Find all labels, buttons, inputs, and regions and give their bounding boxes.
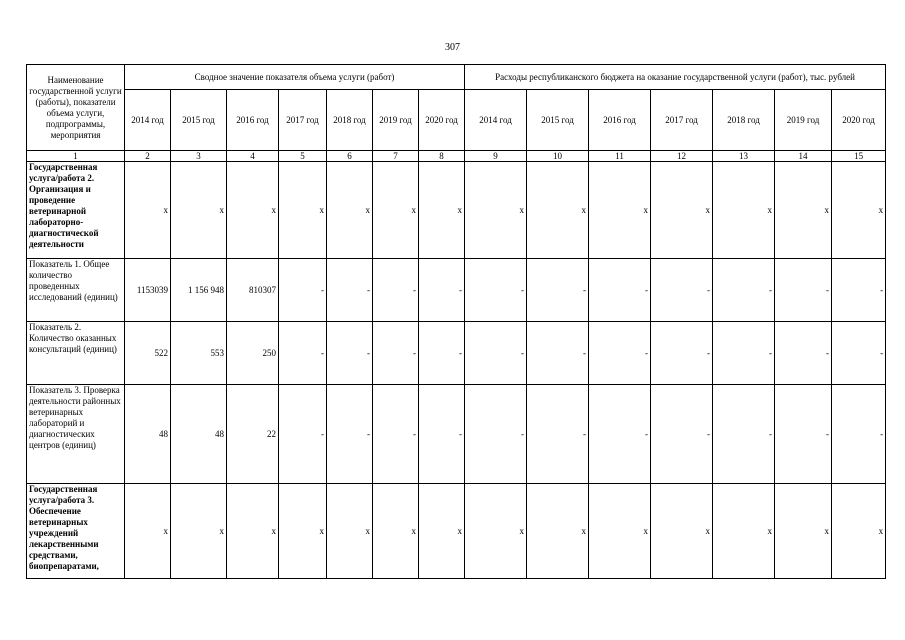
table-cell: - [713, 385, 775, 484]
table-cell: x [279, 484, 327, 579]
table-cell: x [527, 484, 589, 579]
column-number: 10 [527, 151, 589, 162]
year-header: 2015 год [527, 90, 589, 151]
table-cell: x [832, 162, 886, 259]
year-header: 2014 год [465, 90, 527, 151]
table-cell: - [373, 322, 419, 385]
table-cell: x [775, 162, 832, 259]
year-header: 2014 год [125, 90, 171, 151]
year-header: 2015 год [171, 90, 227, 151]
table-cell: 22 [227, 385, 279, 484]
row-name: Показатель 1. Общее количество проведенных исследований (единиц) [27, 259, 125, 322]
table-cell: x [713, 484, 775, 579]
column-number: 9 [465, 151, 527, 162]
table-cell: - [465, 259, 527, 322]
year-header: 2018 год [327, 90, 373, 151]
table-cell: - [279, 322, 327, 385]
table-cell: - [527, 322, 589, 385]
table-cell: x [419, 484, 465, 579]
column-number-row [27, 151, 886, 162]
table-cell: x [171, 484, 227, 579]
column-number: 7 [373, 151, 419, 162]
table-row [27, 259, 886, 322]
table-cell: x [327, 162, 373, 259]
table-cell: x [589, 162, 651, 259]
table-cell: x [465, 484, 527, 579]
table-cell: - [327, 259, 373, 322]
column-number: 2 [125, 151, 171, 162]
table-cell: - [465, 322, 527, 385]
table-cell: - [832, 322, 886, 385]
column-number: 11 [589, 151, 651, 162]
table-cell: x [419, 162, 465, 259]
table-cell: - [589, 385, 651, 484]
table-cell: - [419, 385, 465, 484]
table-cell: x [775, 484, 832, 579]
table-cell: x [465, 162, 527, 259]
table-cell: 1153039 [125, 259, 171, 322]
table-cell: 48 [171, 385, 227, 484]
services-table [26, 64, 886, 579]
column-number: 8 [419, 151, 465, 162]
table-cell: - [775, 322, 832, 385]
table-row [27, 484, 886, 579]
table-cell: - [373, 259, 419, 322]
page-number: 307 [445, 42, 460, 53]
row-name: Государственная услуга/работа 2. Организация и проведение ветеринарной лабораторно-диагностической деятельности [27, 162, 125, 259]
table-cell: - [327, 385, 373, 484]
column-number: 5 [279, 151, 327, 162]
table-cell: - [373, 385, 419, 484]
year-header: 2019 год [775, 90, 832, 151]
year-header: 2020 год [419, 90, 465, 151]
header-budget-group: Расходы республиканского бюджета на оказание государственной услуги (работ), тыс. рублей [465, 65, 886, 90]
table-cell: - [527, 259, 589, 322]
column-number: 12 [651, 151, 713, 162]
header-name-column: Наименование государственной услуги (работы), показатели объема услуги, подпрограммы, мероприятия [27, 65, 125, 151]
table-cell: - [775, 259, 832, 322]
year-header: 2020 год [832, 90, 886, 151]
table-cell: x [832, 484, 886, 579]
table-cell: x [171, 162, 227, 259]
column-number: 4 [227, 151, 279, 162]
table-cell: - [279, 259, 327, 322]
year-header: 2016 год [227, 90, 279, 151]
table-row [27, 385, 886, 484]
table-cell: - [832, 385, 886, 484]
table-cell: - [419, 259, 465, 322]
table-cell: - [589, 322, 651, 385]
table-cell: x [651, 484, 713, 579]
year-header: 2016 год [589, 90, 651, 151]
table-cell: x [125, 162, 171, 259]
table-cell: x [227, 162, 279, 259]
table-cell: - [327, 322, 373, 385]
table-cell: x [527, 162, 589, 259]
table-cell: x [279, 162, 327, 259]
table-cell: x [227, 484, 279, 579]
row-name: Показатель 3. Проверка деятельности районных ветеринарных лабораторий и диагностических центров (единиц) [27, 385, 125, 484]
table-cell: x [651, 162, 713, 259]
table-cell: - [651, 322, 713, 385]
row-name: Государственная услуга/работа 3. Обеспечение ветеринарных учреждений лекарственными средствами, биопрепаратами, [27, 484, 125, 579]
table-cell: - [419, 322, 465, 385]
table-cell: - [527, 385, 589, 484]
header-row [27, 65, 886, 90]
table-cell: 522 [125, 322, 171, 385]
column-number: 13 [713, 151, 775, 162]
table-cell: - [713, 259, 775, 322]
table-cell: x [589, 484, 651, 579]
table-cell: - [651, 259, 713, 322]
table-cell: - [832, 259, 886, 322]
table-cell: 553 [171, 322, 227, 385]
table-cell: - [713, 322, 775, 385]
table-row [27, 322, 886, 385]
table-cell: - [589, 259, 651, 322]
header-volume-group: Сводное значение показателя объема услуги (работ) [125, 65, 465, 90]
table-cell: 250 [227, 322, 279, 385]
table-cell: x [713, 162, 775, 259]
table-cell: x [327, 484, 373, 579]
column-number: 1 [27, 151, 125, 162]
year-header: 2018 год [713, 90, 775, 151]
table-cell: 1 156 948 [171, 259, 227, 322]
table-cell: - [775, 385, 832, 484]
year-header: 2017 год [651, 90, 713, 151]
table-cell: x [125, 484, 171, 579]
column-number: 15 [832, 151, 886, 162]
table-cell: - [465, 385, 527, 484]
year-header: 2017 год [279, 90, 327, 151]
row-name: Показатель 2. Количество оказанных консультаций (единиц) [27, 322, 125, 385]
table-cell: - [279, 385, 327, 484]
table-cell: - [651, 385, 713, 484]
column-number: 14 [775, 151, 832, 162]
table-row [27, 162, 886, 259]
table-cell: x [373, 484, 419, 579]
header-years-row [27, 90, 886, 151]
year-header: 2019 год [373, 90, 419, 151]
column-number: 6 [327, 151, 373, 162]
column-number: 3 [171, 151, 227, 162]
table-cell: x [373, 162, 419, 259]
table-cell: 810307 [227, 259, 279, 322]
table-cell: 48 [125, 385, 171, 484]
